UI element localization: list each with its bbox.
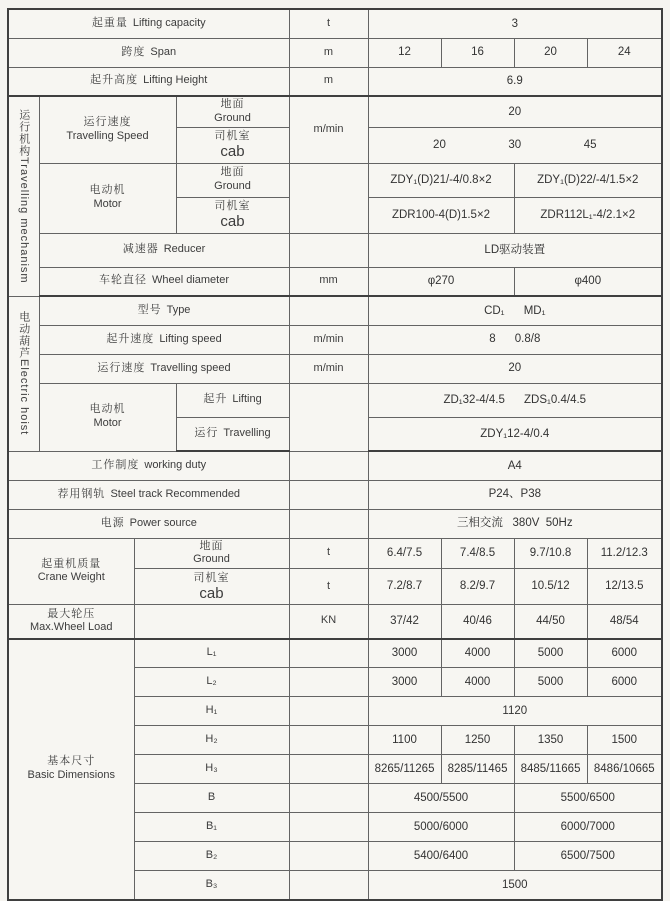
value-cell: 37/42 [368,605,441,639]
row-power-source [8,509,662,538]
value-cell: 1500 [368,871,662,900]
value-cell: 8485/11665 [514,755,587,784]
value-cell: 4000 [441,668,514,697]
label-zh: 司机室 [214,130,251,143]
unit-cell-empty [289,233,368,267]
label-zh: 电源 [100,516,125,529]
sublabel-b2: B₂ [134,842,289,871]
label-lifting-capacity [8,9,289,38]
unit-cell: t [289,538,368,569]
value-cell: ZDY₁12-4/0.4 [368,417,662,451]
sublabel-h3: H₃ [134,755,289,784]
unit-cell-empty [289,813,368,842]
label-lifting-speed [39,325,289,354]
label-zh: 起升速度 [106,332,155,345]
value-cell: 6500/7500 [514,842,662,871]
label-zh: 减速器 [122,243,159,256]
value-cell: 1100 [368,726,441,755]
label-en: Ground [193,553,230,566]
value-cell: 4000 [441,639,514,668]
value-cell: 3 [368,9,662,38]
value-cell: 9.7/10.8 [514,538,587,569]
value-cell: ZD₁32-4/4.5 ZDS₁0.4/4.5 [368,383,662,417]
value-cell: 10.5/12 [514,569,587,605]
value-cell: φ270 [368,267,514,296]
value-cell: 8486/10665 [587,755,662,784]
unit-cell-empty [289,163,368,233]
value-cell: 1500 [587,726,662,755]
row-reducer [8,233,662,267]
value-cell: 5000 [514,668,587,697]
label-steel-track [8,480,289,509]
section-en: Travelling mechanism [17,156,30,284]
label-basic-dimensions [8,639,134,900]
sublabel-h2: H₂ [134,726,289,755]
label-travel-motor [39,163,176,233]
label-en: Lifting [232,393,262,406]
unit-cell-empty [289,755,368,784]
value-cell: 20 [368,354,662,383]
label-crane-weight [8,538,134,605]
value-cell: 三相交流 380V 50Hz [368,509,662,538]
value-cell: 7.4/8.5 [441,538,514,569]
value-cell: 1350 [514,726,587,755]
label-travelling-speed [39,354,289,383]
label-en: Max.Wheel Load [29,621,113,634]
unit-cell-empty [289,668,368,697]
sublabel-empty [134,605,289,639]
label-en: Crane Weight [37,571,105,584]
value-cell: 20 [368,96,662,127]
unit-cell: m/min [289,325,368,354]
sublabel-b1: B₁ [134,813,289,842]
sublabel-cab [176,127,289,163]
unit-cell-empty [289,726,368,755]
label-hoist-motor [39,383,176,451]
row-lifting-capacity [8,9,662,38]
value-cell: 5400/6400 [368,842,514,871]
label-en: Reducer [163,243,206,256]
label-zh: 地面 [199,539,224,552]
unit-cell-empty [289,639,368,668]
sublabel-b: B [134,784,289,813]
row-working-duty [8,451,662,480]
value-cell: 16 [441,38,514,67]
unit-cell-empty [289,480,368,509]
sublabel-ground [134,538,289,569]
label-zh: 运行 [194,426,219,439]
label-zh: 型号 [137,303,162,316]
row-steel-track [8,480,662,509]
row-span [8,38,662,67]
value-cell: ZDR100-4(D)1.5×2 [368,197,514,233]
unit-cell-empty [289,842,368,871]
sublabel-travelling [176,417,289,451]
unit-cell: t [289,9,368,38]
section-travelling-mechanism [8,96,39,296]
label-en: Motor [93,198,122,210]
row-dim-l1 [8,639,662,668]
row-hoist-type [8,296,662,325]
value-cell: 6.9 [368,67,662,96]
label-zh: 工作制度 [91,458,140,471]
section-zh: 运行机构 [17,108,30,157]
value-cell: 5000 [514,639,587,668]
label-wheel-diameter [39,267,289,296]
value-cell: 7.2/8.7 [368,569,441,605]
value-cell: ZDR112L₁-4/2.1×2 [514,197,662,233]
value-cell: 6000 [587,639,662,668]
value-cell: 1250 [441,726,514,755]
value-cell [368,127,662,163]
value-cell: 6000/7000 [514,813,662,842]
value-cell: 20 [514,38,587,67]
label-working-duty [8,451,289,480]
sublabel-h1: H₁ [134,697,289,726]
label-zh: 运行速度 [83,116,132,128]
sublabel-l2: L₂ [134,668,289,697]
crane-spec-table [7,8,663,901]
value-cell: P24、P38 [368,480,662,509]
sublabel-b3: B₃ [134,871,289,900]
label-zh: 起重量 [91,16,128,29]
label-zh: 荐用钢轨 [57,487,106,500]
value-cell: 4500/5500 [368,784,514,813]
unit-cell-empty [289,784,368,813]
section-vertical-label [18,311,30,435]
label-en: Type [166,303,191,316]
value: 45 [583,138,597,151]
label-type [39,296,289,325]
label-zh: 地面 [220,166,245,179]
value-cell: ZDY₁(D)22/-4/1.5×2 [514,163,662,197]
value-cell: 8265/11265 [368,755,441,784]
row-travelling-speed-ground [8,96,662,127]
label-zh: 最大轮压 [47,607,96,620]
unit-cell: m [289,38,368,67]
label-en: cab [220,213,245,230]
sublabel-l1: L₁ [134,639,289,668]
row-max-wheel-load [8,605,662,639]
label-zh: 司机室 [193,571,230,584]
label-travelling-speed [39,96,176,163]
row-wheel-diameter [8,267,662,296]
unit-cell: mm [289,267,368,296]
unit-cell: t [289,569,368,605]
label-zh: 起升 [203,393,228,406]
label-en: Power source [129,516,197,529]
sublabel-lifting [176,383,289,417]
label-span [8,38,289,67]
value-cell: 6.4/7.5 [368,538,441,569]
unit-cell-empty [289,509,368,538]
unit-cell-empty [289,451,368,480]
label-zh: 车轮直径 [98,274,147,287]
section-electric-hoist [8,296,39,451]
label-reducer [39,233,289,267]
label-zh: 基本尺寸 [47,755,96,768]
label-en: Travelling speed [150,361,231,374]
value-cell: 44/50 [514,605,587,639]
cab-speed-values [371,138,660,152]
value-cell: 3000 [368,639,441,668]
value-cell: A4 [368,451,662,480]
unit-cell-empty [289,296,368,325]
value-cell: 40/46 [441,605,514,639]
label-en: Lifting Height [143,74,208,87]
label-en: Motor [93,417,122,429]
label-en: working duty [144,458,207,471]
label-en: cab [220,143,245,160]
label-zh: 司机室 [214,200,251,213]
value-cell: 5000/6000 [368,813,514,842]
value-cell: 8.2/9.7 [441,569,514,605]
row-crane-weight-ground [8,538,662,569]
sublabel-ground [176,96,289,127]
row-hoist-lifting-speed [8,325,662,354]
label-en: Basic Dimensions [27,769,115,781]
section-vertical-label [18,109,30,284]
label-zh: 电动机 [89,184,126,197]
label-en: Wheel diameter [151,274,230,287]
value-cell: 1120 [368,697,662,726]
value: 20 [433,138,446,151]
sublabel-cab [134,569,289,605]
row-travel-motor-ground [8,163,662,197]
value-cell: LD驱动装置 [368,233,662,267]
sublabel-ground [176,163,289,197]
value-cell: 8 0.8/8 [368,325,662,354]
row-hoist-motor-lifting [8,383,662,417]
label-lifting-height [8,67,289,96]
label-en: Lifting speed [159,332,222,345]
unit-cell-empty [289,871,368,900]
section-zh: 电动葫芦 [17,311,30,360]
value: 30 [508,138,522,151]
value-cell: 5500/6500 [514,784,662,813]
label-zh: 跨度 [121,45,146,58]
value-cell: CD₁ MD₁ [368,296,662,325]
value-cell: ZDY₁(D)21/-4/0.8×2 [368,163,514,197]
value-cell: φ400 [514,267,662,296]
label-max-wheel-load [8,605,134,639]
row-hoist-travelling-speed [8,354,662,383]
value-cell: 24 [587,38,662,67]
label-en: Ground [214,111,251,124]
section-en: Electric hoist [17,359,30,436]
unit-cell: KN [289,605,368,639]
label-zh: 起重机质量 [41,557,102,570]
value-cell: 8285/11465 [441,755,514,784]
label-en: cab [199,584,224,602]
label-zh: 地面 [220,98,245,110]
unit-cell-empty [289,383,368,451]
label-en: Span [150,45,177,58]
label-power-source [8,509,289,538]
label-en: Lifting capacity [132,16,206,29]
label-en: Travelling [223,426,271,439]
value-cell: 12/13.5 [587,569,662,605]
label-en: Travelling Speed [66,129,149,142]
label-zh: 运行速度 [97,361,146,374]
value-cell: 6000 [587,668,662,697]
value-cell: 3000 [368,668,441,697]
label-en: Steel track Recommended [110,487,241,500]
unit-cell: m/min [289,96,368,163]
label-zh: 起升高度 [90,74,139,87]
value-cell: 12 [368,38,441,67]
row-lifting-height [8,67,662,96]
value-cell: 11.2/12.3 [587,538,662,569]
label-zh: 电动机 [89,403,126,416]
sublabel-cab [176,197,289,233]
value-cell: 48/54 [587,605,662,639]
unit-cell: m [289,67,368,96]
unit-cell: m/min [289,354,368,383]
label-en: Ground [214,180,251,192]
unit-cell-empty [289,697,368,726]
